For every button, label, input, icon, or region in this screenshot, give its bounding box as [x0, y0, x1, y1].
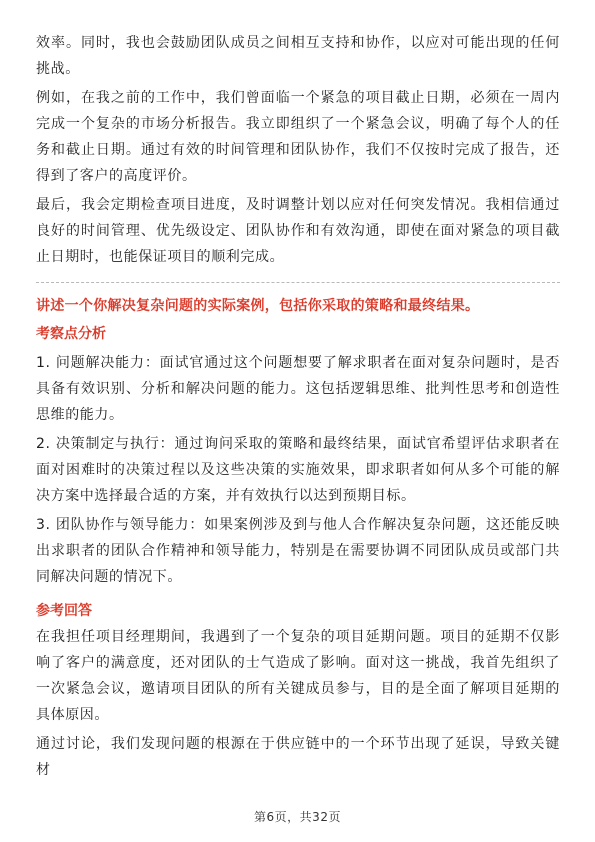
intro-paragraph-2: 例如，在我之前的工作中，我们曾面临一个紧急的项目截止日期，必须在一周内完成一个复杂的市场分析报告。我立即组织了一个紧急会议，明确了每个人的任务和截止日期。通过有效的时间管理和团队协作，我们不仅按时完成了报告，还得到了客户的高度评价。: [36, 90, 560, 184]
analysis-item-2: 2. 决策制定与执行：通过询问采取的策略和最终结果，面试官希望评估求职者在面对困难时的决策过程以及这些决策的实施效果，即求职者如何从多个可能的解决方案中选择最合适的方案，并有效执行以达到预期目标。: [36, 436, 560, 504]
answer-heading: 参考回答: [36, 603, 92, 619]
analysis-item-1: 1. 问题解决能力：面试官通过这个问题想要了解求职者在面对复杂问题时，是否具备有效识别、分析和解决问题的能力。这包括逻辑思维、批判性思考和创造性思维的能力。: [36, 355, 560, 423]
answer-paragraph-2: 通过讨论，我们发现问题的根源在于供应链中的一个环节出现了延误，导致关键材: [36, 736, 560, 778]
interview-question: 讲述一个你解决复杂问题的实际案例，包括你采取的策略和最终结果。: [36, 298, 480, 314]
answer-paragraph-1: 在我担任项目经理期间，我遇到了一个复杂的项目延期问题。项目的延期不仅影响了客户的满意度，还对团队的士气造成了影响。面对这一挑战，我首先组织了一次紧急会议，邀请项目团队的所有关键成员参与，目的是全面了解项目延期的具体原因。: [36, 629, 560, 723]
page-content: [36, 30, 560, 783]
analysis-heading: 考察点分析: [36, 326, 106, 342]
analysis-item-3: 3. 团队协作与领导能力：如果案例涉及到与他人合作解决复杂问题，这还能反映出求职者的团队合作精神和领导能力，特别是在需要协调不同团队成员或部门共同解决问题的情况下。: [36, 517, 560, 585]
page-number-footer: 第6页，共32页: [254, 810, 341, 824]
intro-paragraph-1: 效率。同时，我也会鼓励团队成员之间相互支持和协作，以应对可能出现的任何挑战。: [36, 35, 560, 77]
section-divider: [36, 282, 560, 283]
intro-paragraph-3: 最后，我会定期检查项目进度，及时调整计划以应对任何突发情况。我相信通过良好的时间管理、优先级设定、团队协作和有效沟通，即使在面对紧急的项目截止日期时，也能保证项目的顺利完成。: [36, 197, 560, 265]
